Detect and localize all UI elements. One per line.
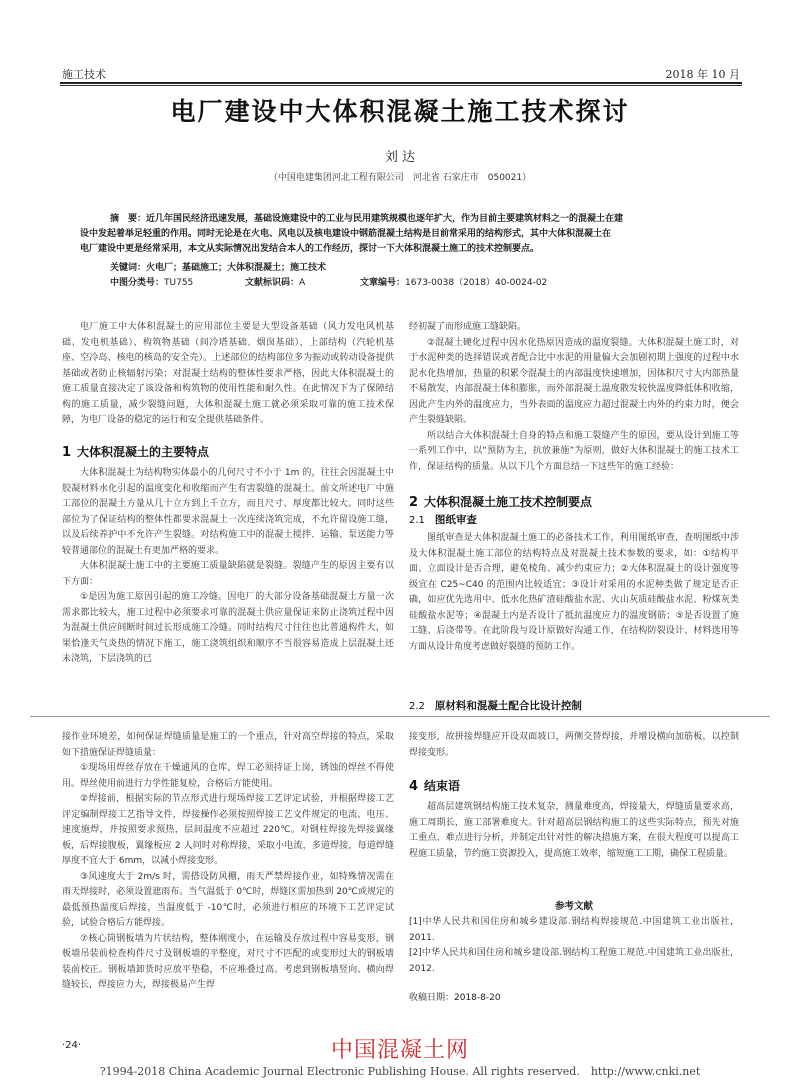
doc-code-line [245, 275, 305, 288]
paragraph: 大体积混凝土为结构物实体最小的几何尺寸不小于 1m 的，往往会因混凝土中胶凝材料水化引起的温度变化和收缩而产生有害裂缝的混凝土。前文所述电厂中施工部位的混凝土方量从几十立方到上千立方，而且尺寸、厚度都比较大。同时这些部位为了保证结构的整体性都要求混凝土一次连续浇筑完成，不允许留设施工缝，以及后续养护中不允许产生裂缝。对结构施工中的混凝土搅拌、运输、泵送能力等较普通部位的混凝土有更加严格的要求。 [62, 468, 394, 556]
upper-left-body [62, 466, 394, 668]
section-number: 1 [62, 445, 72, 460]
conclusion-body [409, 800, 739, 862]
section-number: 2 [409, 495, 419, 510]
abstract [80, 212, 720, 257]
paragraph: 电厂施工中大体积混凝土的应用部位主要是大型设备基础（风力发电风机基础、发电机基础）、构筑物基础（间冷塔基础、烟囱基础），上部结构（汽轮机基座、空冷岛、核电的核岛的安全壳）。上述部位的结构部位多为振动或转动设备提供基础或者防止核辐射污染；对混凝土结构的整体性要求严格，因此大体积混凝土的施工质量直接决定了该设备和构筑物的使用性能和耐久性。在此情况下为了保障结构的施工质量，减少裂缝问题，大体积混凝土施工就必须采取可靠的施工技术保障，为电厂设备的稳定的运行和安全提供基础条件。 [62, 322, 394, 425]
paragraph: 超高层建筑钢结构施工技术复杂，测量难度高，焊接量大，焊缝质量要求高，施工周期长，施工部署难度大。针对超高层钢结构施工的这些实际特点，预先对施工重点、难点进行分析，并制定出针对性的解决措施方案，在很大程度可以提高工程施工质量，节约施工资源投入，提高施工效率，缩短施工工期，确保工程质量。 [409, 802, 739, 859]
doc-value: A [299, 278, 306, 288]
paragraph: 所以结合大体积混凝土自身的特点和施工裂缝产生的原因，要从设计到施工等一系列工作中，以“预防为主，抗放兼施”为原则，做好大体积混凝土的施工技术工作，保证结构的质量。从以下几个方面总结一下这些年的施工经验： [409, 430, 739, 472]
clc-value: TU755 [164, 278, 194, 288]
reference-item: [1]中华人民共和国住房和城乡建设部.钢结构焊接规范.中国建筑工业出版社，2011. [409, 917, 739, 943]
references-list [409, 915, 739, 977]
paragraph: ③风速度大于 2m/s 时，需搭设防风棚，雨天严禁焊接作业，如特殊情况需在雨天焊接时，必须设置遮雨布。当气温低于 0℃时，焊缝区需加热到 20℃或规定的最低预热温度后焊接，当温度低于 -10℃时，必须进行相应的环境下工艺评定试验，试验合格后方能焊接。 [62, 871, 394, 928]
upper-left-intro [62, 320, 394, 429]
abstract-label: 摘 要： [110, 214, 147, 224]
lower-left-body [62, 730, 394, 994]
paragraph: 大体积混凝土施工中的主要施工质量缺陷就是裂缝。裂缝产生的原因主要有以下方面： [62, 561, 394, 587]
section-heading [409, 493, 592, 510]
paragraph: ⑦核心筒钢板墙为片状结构，整体刚度小，在运输及存放过程中容易变形，钢板墙吊装前检查构件尺寸及钢板墙的平整度，对尺寸不匹配的或变形过大的钢板墙装前校正。钢板墙卸货时应放平垫稳，不应堆叠过高。考虑到钢板墙竖向、横向焊缝较长，焊接应力大，焊接极易产生焊 [62, 933, 394, 990]
paragraph: ①现场用焊丝存放在干燥通风的仓库，焊工必须持证上岗，锈蚀的焊丝不得使用。焊丝使用前进行力学性能复检，合格后方能使用。 [62, 763, 394, 789]
keywords-line [110, 260, 326, 273]
watermark-logo: 中国混凝土网 [330, 1038, 469, 1063]
classification-line [110, 275, 193, 288]
clc-label: 中图分类号： [110, 278, 165, 288]
abstract-line: 电厂建设中更是经常采用，本文从实际情况出发结合本人的工作经历，探讨一下大体积混凝土施工的技术控制要点。 [80, 244, 540, 254]
copyright-footer: ?1994-2018 China Academic Journal Electronic Publishing House. All rights reserved. http://www.cnki.net [99, 1065, 701, 1078]
journal-name: 施工技术 [62, 68, 106, 81]
author-affiliation: （中国电建集团河北工程有限公司 河北省 石家庄市 050021） [268, 173, 532, 183]
abstract-line: 近几年国民经济迅速发展，基础设施建设中的工业与民用建筑规模也逐年扩大，作为目前主要建筑材料之一的混凝土在建 [146, 214, 624, 224]
references-title: 参考文献 [554, 901, 593, 912]
abstract-line: 设中发起着举足轻重的作用。同时无论是在火电、风电以及核电建设中钢筋混凝土结构是目前常采用的结构形式，其中大体积混凝土在 [80, 229, 612, 239]
section-title: 大体积混凝土施工技术控制要点 [424, 495, 593, 509]
subsection-heading [409, 698, 582, 713]
paragraph: 图纸审查是大体积混凝土施工的必备技术工作，利用图纸审查，查明图纸中涉及大体积混凝土施工部位的结构特点及对混凝土技术参数的要求，如：①结构平面、立面设计是否合理，避免棱角、减少约束应力；②大体积混凝土的设计强度等级宜在 C25~C40 的范围内比较适宜；③设计对采用的水泥种类做了规定是否正确，如应优先选用中、低水化热矿渣硅酸盐水泥、火山灰质硅酸盐水泥、粉煤灰类硅酸盐水泥等；④混凝土内是否设计了抵抗温度应力的温度钢筋；⑤是否设置了施工缝、后浇带等。在此阶段与设计原做好沟通工作，在结构防裂设计、材料选用等方面从设计角度考虑做好裂缝的预防工作。 [409, 533, 739, 652]
article-number-line [360, 275, 547, 288]
subsection-title: 图纸审查 [434, 514, 477, 526]
reference-item: [2]中华人民共和国住房和城乡建设部.钢结构工程施工规范.中国建筑工业出版社，2012. [409, 948, 739, 974]
subsection-number: 2.2 [409, 701, 425, 712]
upper-right-body-2 [409, 531, 739, 655]
art-value: 1673-0038（2018）40-0024-02 [405, 278, 548, 288]
subsection-number: 2.1 [409, 515, 425, 526]
keywords-label: 关键词： [110, 263, 147, 273]
paragraph: ②混凝土硬化过程中因水化热原因造成的温度裂缝。大体积混凝土施工时，对于水泥种类的选择错误或者配合比中水泥的用量偏大会加剧初期上强度的过程中水泥水化热增加，热量的积累令混凝土的内部温度快速增加，因体积尺寸大内部热量不易散发，内部混凝土体积膨胀，而外部混凝土温度散发较快温度降低体积收缩，因此产生内外的温度应力，当外表面的温度应力超过混凝土内外的约束力时，便会产生裂缝缺陷。 [409, 337, 739, 425]
keywords-value: 火电厂；基础施工；大体积混凝土；施工技术 [146, 263, 327, 273]
author-name: 刘 达 [384, 150, 416, 165]
paragraph: 接变形，故拼接焊缝应开设双面坡口，两侧交替焊接，并增设横向加筋板，以控制焊接变形。 [409, 732, 739, 758]
section-title: 大体积混凝土的主要特点 [77, 445, 210, 459]
paragraph: 经初凝了而形成施工缝缺陷。 [409, 322, 527, 332]
section-title: 结束语 [424, 779, 461, 793]
art-label: 文章编号： [360, 278, 406, 288]
subsection-title: 原材料和混凝土配合比设计控制 [434, 700, 582, 712]
lower-right-body [409, 730, 739, 761]
received-date: 收稿日期：2018-8-20 [409, 993, 501, 1003]
subsection-heading [409, 512, 477, 527]
section-number: 4 [409, 779, 419, 794]
paragraph: ①是因为施工原因引起的施工冷缝。因电厂的大部分设备基础混凝土方量一次需求都比较大，施工过程中必须要求可靠的混凝土供应量保证来防止浇筑过程中因为混凝土供应间断时间过长形成施工冷缝。同时结构尺寸往往也比普通构件大，如果恰逢天气炎热的情况下施工，施工浇筑组织和顺序不当很容易造成上层混凝土还未浇筑，下层浇筑的已 [62, 592, 394, 664]
page-number: ·24· [62, 1040, 82, 1051]
doc-label: 文献标识码： [245, 278, 300, 288]
header-rule [60, 82, 742, 84]
section-heading [409, 777, 460, 794]
header-rule-thin [60, 85, 742, 86]
page-separator [30, 716, 770, 717]
section-heading [62, 443, 209, 460]
issue-date: 2018 年 10 月 [665, 68, 740, 81]
article-title: 电厂建设中大体积混凝土施工技术探讨 [170, 97, 630, 126]
paragraph: ②焊接前，根据实际的节点形式进行现场焊接工艺评定试验，并根据焊接工艺评定编制焊接工艺指导文件，焊接操作必须按照焊接工艺文件规定的电流、电压、速度施焊，并按照要求预热，层间温度不应超过 220℃。对钢柱焊接先焊接翼缘板，后焊接腹板，翼缘板应 2 人同时对称焊接，采取小电流，多道焊接，每道焊缝厚度不宜大于 6mm，以减小焊接变形。 [62, 794, 394, 866]
upper-right-body [409, 320, 739, 475]
paragraph: 接作业环境差，如何保证焊缝质量是施工的一个重点，针对高空焊接的特点，采取如下措施保证焊缝质量： [62, 732, 394, 758]
